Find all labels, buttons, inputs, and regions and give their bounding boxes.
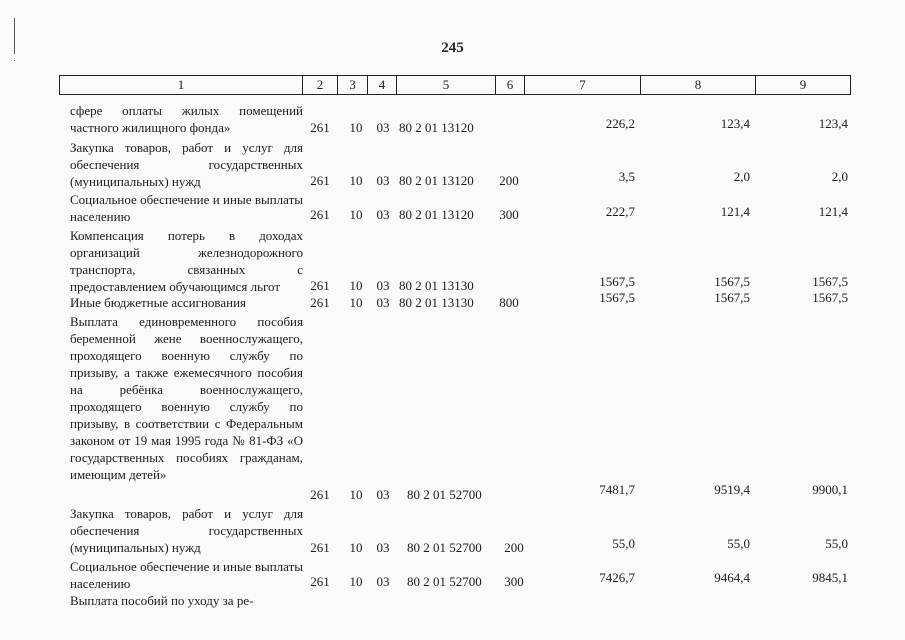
row-cell-target-article: 80 2 01 13120 xyxy=(399,173,474,188)
row-cell-subsection: 03 xyxy=(376,278,390,293)
row-cell-amount-1: 7426,7 xyxy=(599,570,635,585)
row-cell-amount-1: 1567,5 xyxy=(599,290,635,305)
row-cell-amount-3: 123,4 xyxy=(818,116,848,131)
row-cell-amount-2: 123,4 xyxy=(720,116,750,131)
row-description: Закупка товаров, работ и услуг для обеспечения государственных (муниципальных) нужд xyxy=(70,140,303,189)
row-cell-amount-3: 9900,1 xyxy=(812,482,848,497)
header-cell-8: 8 xyxy=(640,76,755,94)
row-cell-subsection: 03 xyxy=(376,207,390,222)
header-cell-3: 3 xyxy=(337,76,367,94)
row-cell-target-article: 80 2 01 13120 xyxy=(399,120,474,135)
row-cell-ministry: 261 xyxy=(310,120,330,135)
row-description: Иные бюджетные ассигнования xyxy=(70,295,247,310)
row-cell-amount-3: 1567,5 xyxy=(812,274,848,289)
row-cell-target-article: 80 2 01 13130 xyxy=(399,278,474,293)
page-number: 245 xyxy=(441,40,464,56)
row-cell-target-article: 80 2 01 13120 xyxy=(399,207,474,222)
header-cell-5: 5 xyxy=(396,76,495,94)
row-cell-section: 10 xyxy=(349,207,363,222)
scan-margin-mark xyxy=(14,60,15,61)
row-cell-amount-1: 3,5 xyxy=(618,169,635,184)
row-cell-amount-1: 55,0 xyxy=(612,536,635,551)
row-description: Закупка товаров, работ и услуг для обеспечения государственных (муниципальных) нужд xyxy=(70,506,303,555)
row-cell-ministry: 261 xyxy=(310,207,330,222)
row-cell-subsection: 03 xyxy=(376,295,390,310)
row-cell-amount-1: 222,7 xyxy=(605,204,635,219)
row-cell-section: 10 xyxy=(349,120,363,135)
row-cell-target-article: 80 2 01 52700 xyxy=(407,540,482,555)
header-cell-9: 9 xyxy=(755,76,850,94)
row-cell-subsection: 03 xyxy=(376,574,390,589)
row-cell-expense-type: 200 xyxy=(499,173,519,188)
row-cell-amount-1: 7481,7 xyxy=(599,482,635,497)
table-header-row xyxy=(59,75,851,95)
row-cell-amount-3: 9845,1 xyxy=(812,570,848,585)
row-cell-target-article: 80 2 01 52700 xyxy=(407,487,482,502)
row-description: Социальное обеспечение и иные выплаты населению xyxy=(70,559,303,591)
row-cell-section: 10 xyxy=(349,173,363,188)
row-cell-amount-2: 9464,4 xyxy=(714,570,750,585)
row-cell-expense-type: 200 xyxy=(504,540,524,555)
scan-margin-mark xyxy=(14,18,15,54)
row-description: Выплата пособий по уходу за ре- xyxy=(70,593,254,608)
row-cell-expense-type: 800 xyxy=(499,295,519,310)
row-cell-ministry: 261 xyxy=(310,173,330,188)
row-cell-amount-1: 1567,5 xyxy=(599,274,635,289)
row-cell-section: 10 xyxy=(349,487,363,502)
header-cell-4: 4 xyxy=(367,76,396,94)
row-cell-amount-1: 226,2 xyxy=(605,116,635,131)
row-cell-ministry: 261 xyxy=(310,540,330,555)
header-cell-1: 1 xyxy=(177,77,185,92)
row-cell-amount-2: 1567,5 xyxy=(714,290,750,305)
row-cell-subsection: 03 xyxy=(376,540,390,555)
row-cell-amount-2: 55,0 xyxy=(727,536,750,551)
row-description: Выплата единовременного пособия беременной жене военнослужащего, проходящего военную службу по призыву, а также ежемесячного пособия на ребёнка военнослужащего, проходящего военную службу по призыву, в соответствии с Федеральным законом от 19 мая 1995 года № 81-ФЗ «О государственных пособиях гражданам, имеющим детей» xyxy=(70,314,303,482)
row-cell-amount-3: 121,4 xyxy=(818,204,848,219)
row-cell-amount-3: 1567,5 xyxy=(812,290,848,305)
row-cell-ministry: 261 xyxy=(310,487,330,502)
header-cell-6: 6 xyxy=(495,76,524,94)
row-cell-section: 10 xyxy=(349,540,363,555)
row-cell-section: 10 xyxy=(349,574,363,589)
row-cell-expense-type: 300 xyxy=(504,574,524,589)
row-cell-amount-2: 9519,4 xyxy=(714,482,750,497)
row-cell-section: 10 xyxy=(349,295,363,310)
row-cell-expense-type: 300 xyxy=(499,207,519,222)
row-description: сфере оплаты жилых помещений частного жилищного фонда» xyxy=(70,103,303,135)
header-cell-7: 7 xyxy=(524,76,640,94)
row-cell-ministry: 261 xyxy=(310,574,330,589)
header-cell-2: 2 xyxy=(302,76,337,94)
row-cell-subsection: 03 xyxy=(376,120,390,135)
row-description: Компенсация потерь в доходах организаций железнодорожного транспорта, связанных с предоставлением обучающимся льгот xyxy=(70,228,303,294)
row-cell-section: 10 xyxy=(349,278,363,293)
row-cell-amount-2: 1567,5 xyxy=(714,274,750,289)
row-cell-amount-2: 2,0 xyxy=(733,169,750,184)
row-cell-amount-2: 121,4 xyxy=(720,204,750,219)
row-cell-amount-3: 2,0 xyxy=(831,169,848,184)
row-cell-ministry: 261 xyxy=(310,278,330,293)
row-cell-subsection: 03 xyxy=(376,173,390,188)
row-cell-target-article: 80 2 01 52700 xyxy=(407,574,482,589)
row-cell-target-article: 80 2 01 13130 xyxy=(399,295,474,310)
row-cell-ministry: 261 xyxy=(310,295,330,310)
row-cell-subsection: 03 xyxy=(376,487,390,502)
row-description: Социальное обеспечение и иные выплаты населению xyxy=(70,192,303,224)
row-cell-amount-3: 55,0 xyxy=(825,536,848,551)
